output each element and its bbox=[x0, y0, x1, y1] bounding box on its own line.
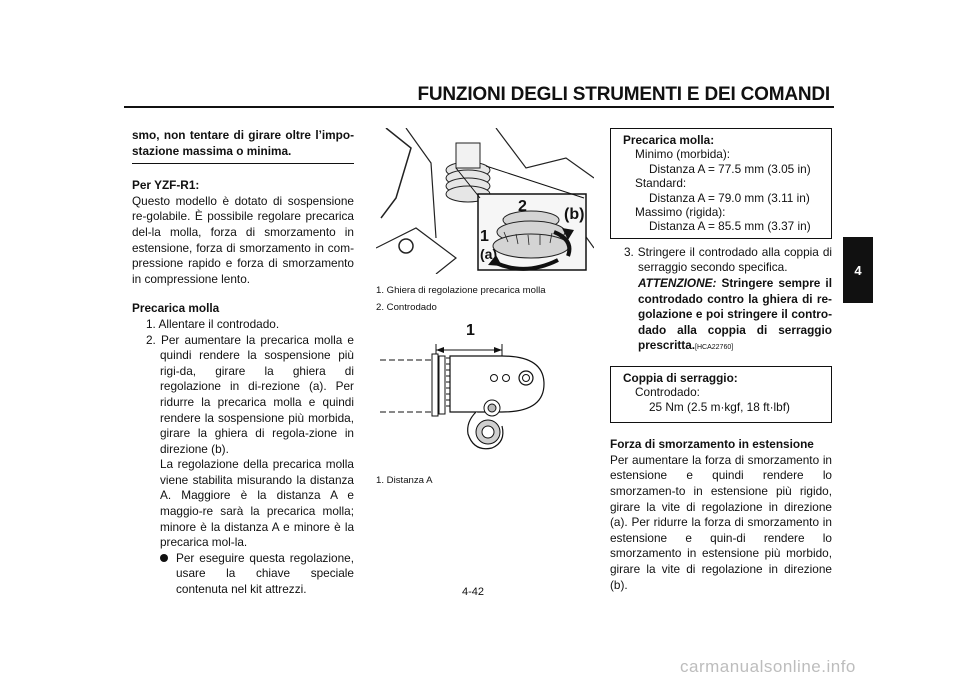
figure1-label-2: 2 bbox=[518, 198, 527, 215]
page-header-title: FUNZIONI DEGLI STRUMENTI E DEI COMANDI bbox=[417, 84, 830, 105]
shock-diagram-illustration bbox=[376, 322, 576, 462]
rebound-heading: Forza di smorzamento in estensione bbox=[610, 437, 814, 452]
figure2-caption-1: 1. Distanza A bbox=[376, 475, 433, 486]
bullet-text: Per eseguire questa regolazione, usare la chiave speciale contenuta nel kit attrezzi. bbox=[176, 550, 354, 597]
left-column bbox=[132, 128, 354, 598]
figure1-label-b: (b) bbox=[564, 206, 585, 223]
preload-max-label: Massimo (rigida): bbox=[635, 205, 726, 220]
step-2-note: La regolazione della precarica molla viene stabilita misurando la distanza A. Maggiore è la distanza A e maggio-re sarà la precarica molla; minore è la distanza A e minore è la precarica mol-la. bbox=[160, 457, 354, 550]
preload-std-label: Standard: bbox=[635, 176, 687, 191]
watermark-text: carmanualsonline.info bbox=[680, 657, 856, 676]
attention-block bbox=[610, 276, 832, 356]
figure1-caption-1: 1. Ghiera di regolazione precarica molla bbox=[376, 285, 546, 296]
preload-max-value: Distanza A = 85.5 mm (3.37 in) bbox=[649, 219, 811, 234]
preload-std-value: Distanza A = 79.0 mm (3.11 in) bbox=[649, 190, 810, 205]
rebound-paragraph: Per aumentare la forza di smorzamento in estensione e quindi rendere lo smorzamen-to in estensione più rigido, girare la vite di regolazione in direzione (a). Per ridurre la forza di smorzamento in estensione e quin-di rendere lo smorzamento in estensione più morbido, girare la vite di regolazione in direzione (b). bbox=[610, 452, 832, 592]
intro-paragraph: Questo modello è dotato di sospensione re-golabile. È possibile regolare precarica del-la molla, forza di smorzamento in estensione, forza di smorzamento in com-pressione rapido e forza di smorzamento in compressione lento. bbox=[132, 193, 354, 286]
torque-item-label: Controdado: bbox=[635, 385, 700, 400]
figure1-captions bbox=[376, 282, 596, 316]
figure2-label-1: 1 bbox=[466, 322, 475, 339]
figure2-captions bbox=[376, 472, 596, 489]
model-heading: Per YZF-R1: bbox=[132, 178, 200, 193]
preload-box-title: Precarica molla: bbox=[623, 133, 715, 147]
step-2: 2. Per aumentare la precarica molla e quindi rendere la sospensione più rigi-da, girare la ghiera di regolazione in di-rezione (a). Per ridurre la precarica molla e quindi rendere la sospensione più morbida, girare la ghiera di regola-zione in direzione (b). bbox=[146, 332, 354, 456]
bullet-dot-icon bbox=[160, 554, 168, 562]
header-rule bbox=[124, 106, 834, 108]
page-number: 4-42 bbox=[462, 586, 485, 598]
step-1: 1. Allentare il controdado. bbox=[146, 316, 280, 331]
attention-code: [HCA22760] bbox=[695, 344, 734, 352]
torque-box-title: Coppia di serraggio: bbox=[623, 371, 738, 385]
figure1-label-1: 1 bbox=[480, 228, 489, 245]
chapter-tab: 4 bbox=[843, 237, 873, 303]
step-3 bbox=[610, 245, 832, 276]
torque-item-value: 25 Nm (2.5 m·kgf, 18 ft·lbf) bbox=[649, 399, 790, 414]
torque-spec-box bbox=[610, 366, 832, 423]
figure1-caption-2: 2. Controdado bbox=[376, 302, 437, 313]
figure-preload-photo bbox=[376, 128, 594, 274]
bullet-item bbox=[132, 551, 354, 598]
right-column bbox=[610, 128, 832, 593]
preload-min-value: Distanza A = 77.5 mm (3.05 in) bbox=[649, 161, 811, 176]
warning-end-text: smo, non tentare di girare oltre l’impo-stazione massima o minima. bbox=[132, 128, 354, 158]
figure-distance-diagram bbox=[376, 322, 576, 462]
figure1-label-a: (a) bbox=[480, 246, 498, 262]
preload-spec-box bbox=[610, 128, 832, 239]
preload-min-label: Minimo (morbida): bbox=[635, 147, 731, 162]
attention-label: ATTENZIONE: bbox=[638, 276, 717, 291]
warning-separator bbox=[132, 163, 354, 164]
preload-heading: Precarica molla bbox=[132, 301, 220, 316]
step-3-text: 3. Stringere il controdado alla coppia di serraggio secondo specifica. bbox=[624, 244, 832, 275]
attention-text: Stringere sempre il controdado contro la ghiera di re-golazione e poi stringere il contro-dado alla coppia di serraggio prescritta. bbox=[638, 276, 832, 353]
